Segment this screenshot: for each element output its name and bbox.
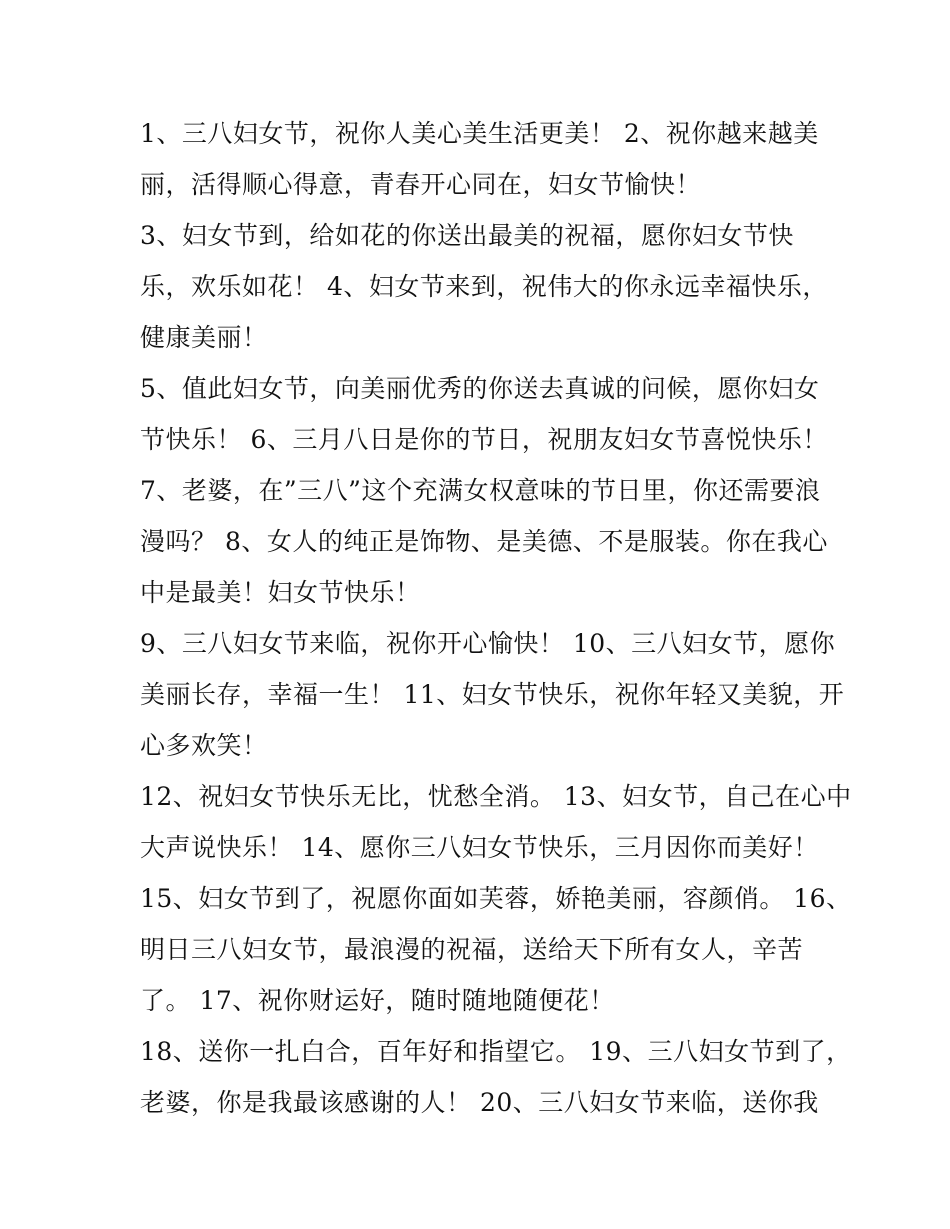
text-line: 3、妇女节到，给如花的你送出最美的祝福，愿你妇女节快 — [140, 221, 794, 250]
text-line: 美丽长存，幸福一生！ 11、妇女节快乐，祝你年轻又美貌，开 — [140, 680, 845, 709]
text-line: 7、老婆，在”三八”这个充满女权意味的节日里，你还需要浪 — [140, 476, 821, 505]
text-line: 节快乐！ 6、三月八日是你的节日，祝朋友妇女节喜悦快乐！ — [140, 425, 828, 454]
text-line: 了。 17、祝你财运好，随时随地随便花！ — [140, 986, 615, 1015]
text-line: 明日三八妇女节，最浪漫的祝福，送给天下所有女人，辛苦 — [140, 935, 804, 964]
text-line: 15、妇女节到了，祝愿你面如芙蓉，娇艳美丽，容颜俏。 16、 — [140, 884, 852, 913]
text-line: 9、三八妇女节来临，祝你开心愉快！ 10、三八妇女节，愿你 — [140, 629, 836, 658]
text-line: 1、三八妇女节，祝你人美心美生活更美！ 2、祝你越来越美 — [140, 119, 819, 148]
text-line: 12、祝妇女节快乐无比，忧愁全消。 13、妇女节，自己在心中 — [140, 782, 852, 811]
text-line: 5、值此妇女节，向美丽优秀的你送去真诚的问候，愿你妇女 — [140, 374, 820, 403]
text-line: 漫吗？ 8、女人的纯正是饰物、是美德、不是服装。你在我心 — [140, 527, 828, 556]
text-line: 18、送你一扎白合，百年好和指望它。 19、三八妇女节到了， — [140, 1037, 852, 1066]
text-line: 大声说快乐！ 14、愿你三八妇女节快乐，三月因你而美好！ — [140, 833, 819, 862]
text-line: 心多欢笑！ — [140, 731, 268, 760]
text-line: 乐，欢乐如花！ 4、妇女节来到，祝伟大的你永远幸福快乐， — [140, 272, 828, 301]
text-line: 老婆，你是我最该感谢的人！ 20、三八妇女节来临，送你我 — [140, 1088, 819, 1117]
text-line: 中是最美！妇女节快乐！ — [140, 578, 421, 607]
text-line: 健康美丽！ — [140, 323, 268, 352]
document-body — [140, 108, 852, 1128]
text-line: 丽，活得顺心得意，青春开心同在，妇女节愉快！ — [140, 170, 702, 199]
